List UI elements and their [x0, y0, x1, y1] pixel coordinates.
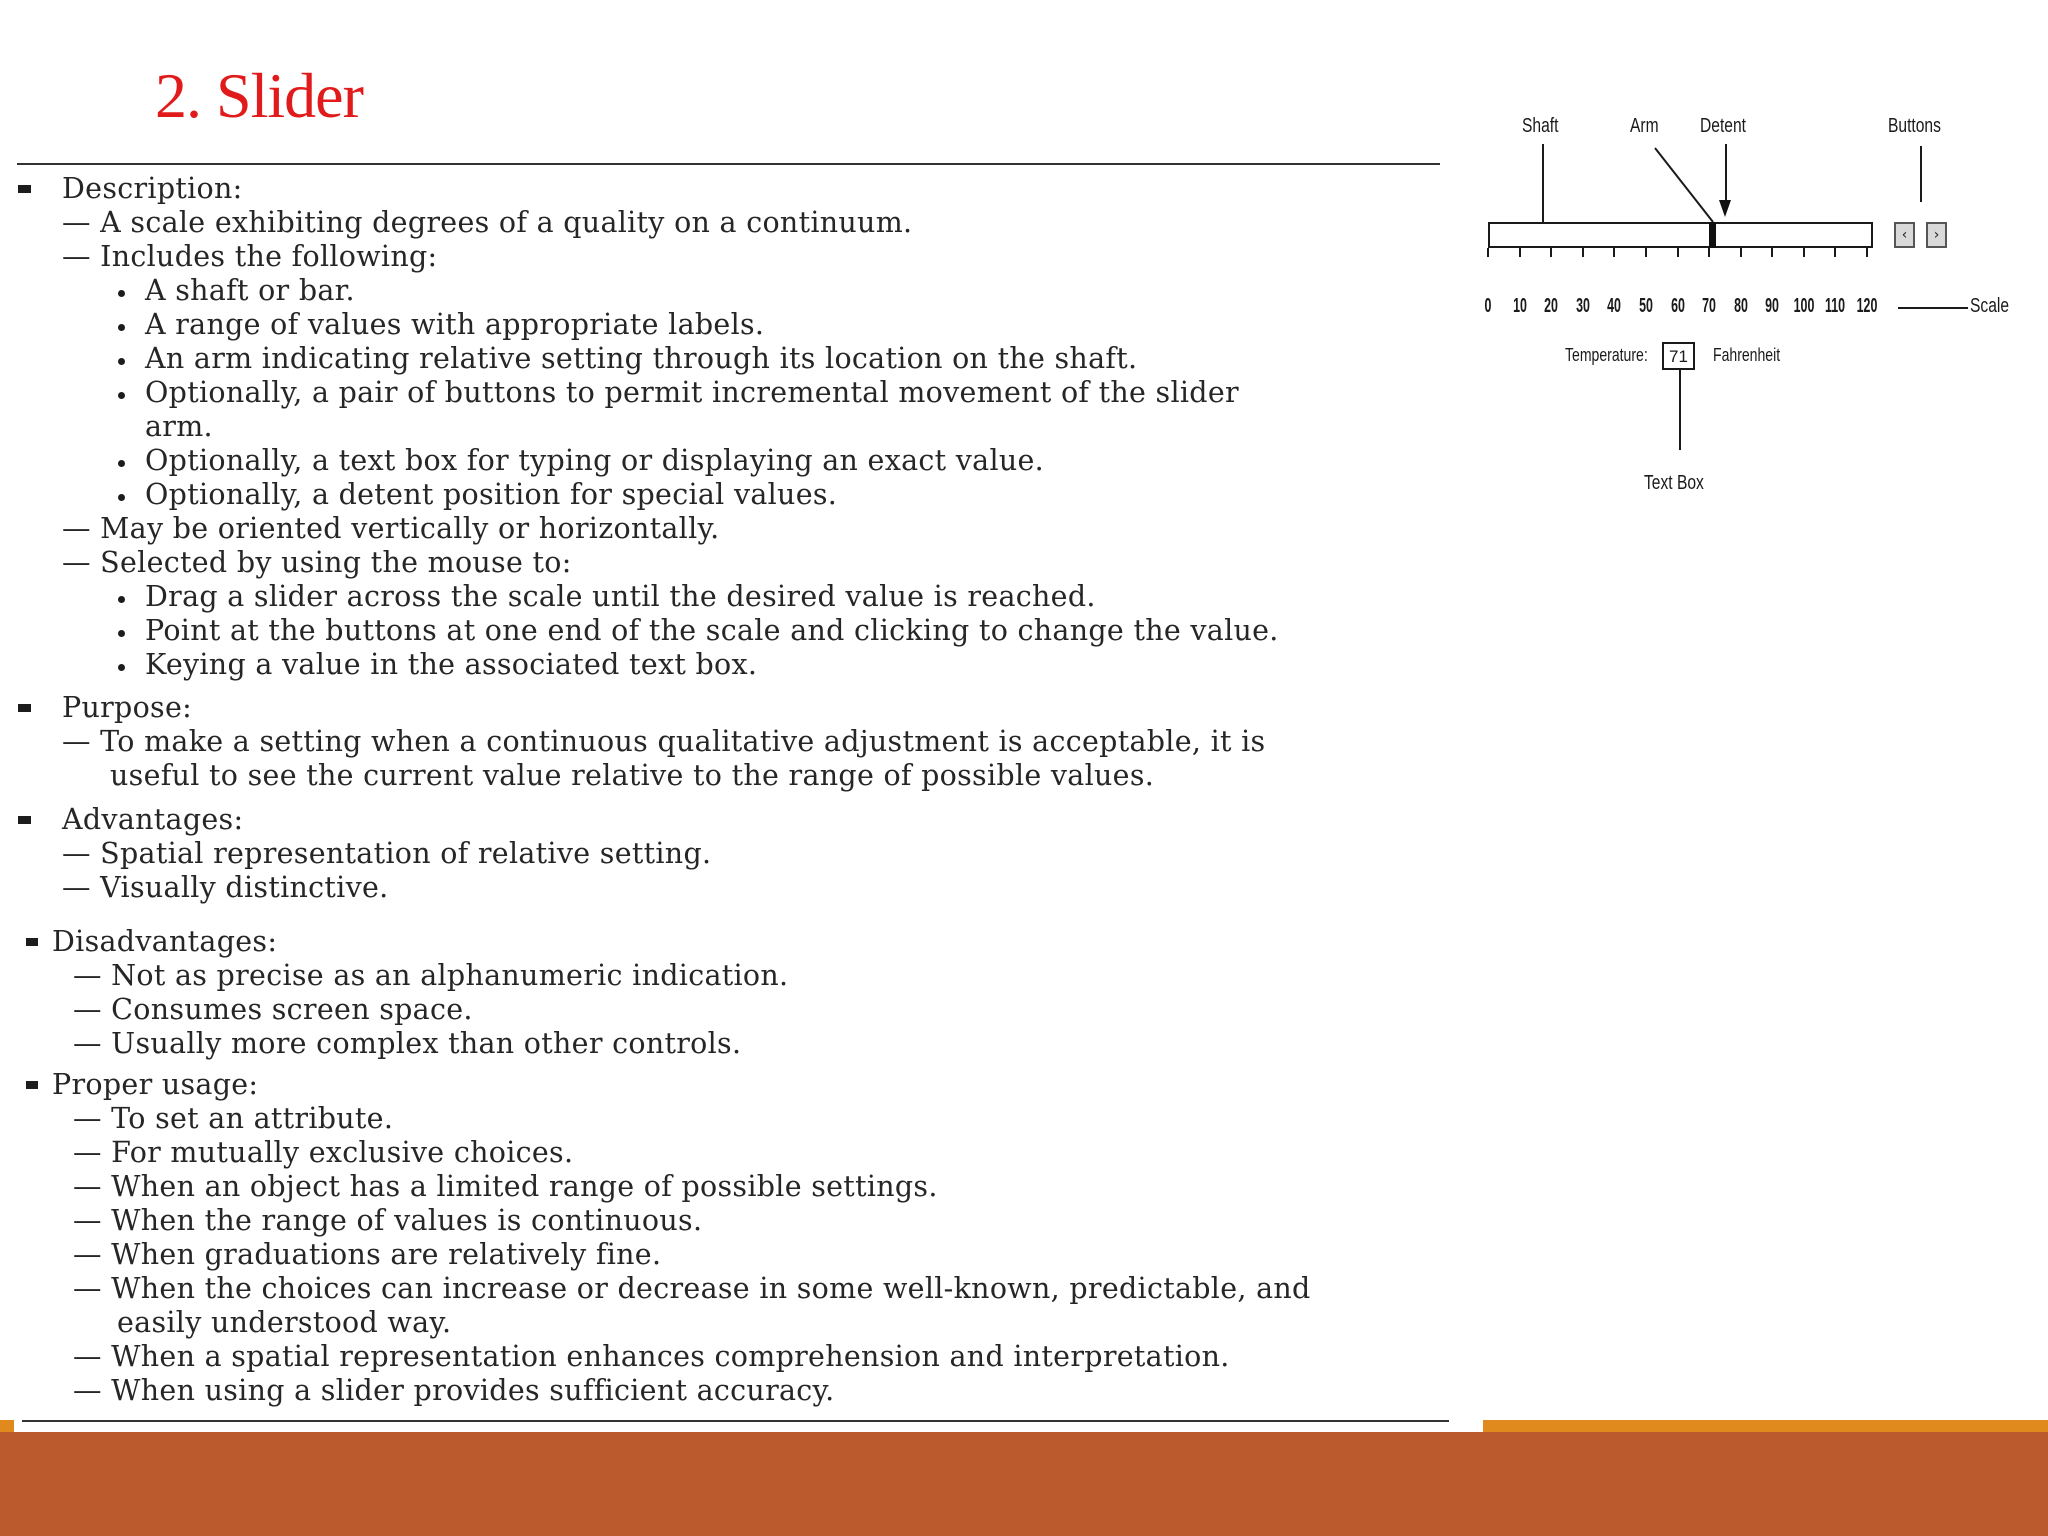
square-bullet-icon — [18, 704, 31, 712]
slider-diagram — [1470, 110, 2030, 510]
round-bullet-icon — [118, 358, 125, 365]
diagram-label-text-box: Text Box — [1644, 472, 1704, 494]
scale-tick-label: 40 — [1607, 295, 1622, 317]
scale-tick-mark — [1550, 248, 1552, 257]
scale-tick-mark — [1866, 248, 1868, 257]
description-selected: — Selected by using the mouse to: — [62, 546, 572, 579]
scale-tick-mark — [1834, 248, 1836, 257]
scale-tick-label: 90 — [1765, 295, 1780, 317]
scale-tick-label: 120 — [1856, 295, 1878, 317]
scale-tick-label: 60 — [1670, 295, 1685, 317]
scale-tick-mark — [1677, 248, 1679, 257]
list-item: Optionally, a text box for typing or displaying an exact value. — [145, 444, 1045, 477]
scale-tick-label: 70 — [1702, 295, 1716, 317]
list-item: An arm indicating relative setting through its location on the shaft. — [145, 342, 1138, 375]
list-item: — To set an attribute. — [73, 1102, 394, 1135]
diagram-label-detent: Detent — [1700, 115, 1746, 137]
square-bullet-icon — [18, 185, 31, 193]
list-item-continuation: arm. — [145, 410, 213, 443]
scale-tick-label: 0 — [1484, 295, 1492, 317]
round-bullet-icon — [118, 664, 125, 671]
list-item: — For mutually exclusive choices. — [73, 1136, 574, 1169]
list-item: Keying a value in the associated text box. — [145, 648, 758, 681]
diagram-label-arm: Arm — [1630, 115, 1659, 137]
list-item-continuation: easily understood way. — [117, 1306, 452, 1339]
scale-tick-mark — [1740, 248, 1742, 257]
diagram-label-shaft: Shaft — [1522, 115, 1559, 137]
arm-leader-line — [1655, 148, 1713, 222]
slider-arm[interactable] — [1709, 222, 1716, 248]
temperature-text-box[interactable] — [1662, 342, 1695, 370]
list-item: — Consumes screen space. — [73, 993, 473, 1026]
purpose-line-continuation: useful to see the current value relative to the range of possible values. — [110, 759, 1155, 792]
scale-tick-mark — [1582, 248, 1584, 257]
temperature-units-label: Fahrenheit — [1713, 345, 1781, 365]
diagram-label-scale: Scale — [1970, 295, 2010, 317]
scale-tick-label: 80 — [1733, 295, 1748, 317]
scale-tick-label: 20 — [1544, 295, 1559, 317]
square-bullet-icon — [26, 938, 38, 946]
footer-band — [0, 1432, 2048, 1536]
scale-tick-mark — [1613, 248, 1615, 257]
temperature-value: 71 — [1669, 347, 1688, 366]
scale-tick-mark — [1519, 248, 1521, 257]
list-item: — When graduations are relatively fine. — [73, 1238, 662, 1271]
slider-increment-button[interactable]: › — [1926, 222, 1947, 248]
scale-tick-label: 110 — [1825, 295, 1846, 317]
list-item: — Spatial representation of relative setting. — [62, 837, 712, 870]
round-bullet-icon — [118, 596, 125, 603]
scale-tick-label: 50 — [1639, 295, 1653, 317]
scale-tick-mark — [1645, 248, 1647, 257]
round-bullet-icon — [118, 460, 125, 467]
scale-tick-mark — [1487, 248, 1489, 257]
round-bullet-icon — [118, 494, 125, 501]
detent-arrow-icon — [1719, 200, 1731, 217]
list-item: — Usually more complex than other controls. — [73, 1027, 742, 1060]
scale-tick-mark — [1803, 248, 1805, 257]
square-bullet-icon — [26, 1081, 38, 1089]
list-item: Optionally, a pair of buttons to permit incremental movement of the slider — [145, 376, 1239, 409]
scale-leader-line — [1898, 307, 1968, 309]
slider-decrement-button[interactable]: ‹ — [1894, 222, 1915, 248]
round-bullet-icon — [118, 290, 125, 297]
purpose-line: — To make a setting when a continuous qualitative adjustment is acceptable, it is — [62, 725, 1266, 758]
list-item: Drag a slider across the scale until the desired value is reached. — [145, 580, 1096, 613]
footer-accent-strip — [1483, 1420, 2048, 1432]
list-item: Point at the buttons at one end of the scale and clicking to change the value. — [145, 614, 1279, 647]
section-heading-disadvantages: Disadvantages: — [52, 925, 278, 958]
section-heading-advantages: Advantages: — [62, 803, 244, 836]
list-item: — Visually distinctive. — [62, 871, 389, 904]
round-bullet-icon — [118, 324, 125, 331]
diagram-label-buttons: Buttons — [1888, 115, 1941, 137]
scale-tick-mark — [1708, 248, 1710, 257]
text-box-leader-line — [1679, 370, 1681, 450]
footer-accent-strip — [0, 1420, 14, 1432]
list-item: A range of values with appropriate labels. — [145, 308, 765, 341]
round-bullet-icon — [118, 392, 125, 399]
scale-tick-label: 10 — [1512, 295, 1527, 317]
round-bullet-icon — [118, 630, 125, 637]
slider-shaft[interactable] — [1488, 222, 1873, 248]
description-intro: — A scale exhibiting degrees of a quality on a continuum. — [62, 206, 913, 239]
description-includes: — Includes the following: — [62, 240, 438, 273]
scale-tick-label: 30 — [1575, 295, 1590, 317]
section-heading-usage: Proper usage: — [52, 1068, 259, 1101]
section-heading-description: Description: — [62, 172, 243, 205]
square-bullet-icon — [18, 816, 31, 824]
bottom-rule — [22, 1420, 1449, 1422]
scale-tick-label: 100 — [1793, 295, 1815, 317]
list-item: — When an object has a limited range of possible settings. — [73, 1170, 938, 1203]
description-oriented: — May be oriented vertically or horizontally. — [62, 512, 720, 545]
scale-tick-mark — [1771, 248, 1773, 257]
list-item: — When using a slider provides sufficient accuracy. — [73, 1374, 835, 1407]
temperature-label: Temperature: — [1565, 345, 1648, 365]
list-item: A shaft or bar. — [145, 274, 355, 307]
list-item: — When the choices can increase or decrease in some well-known, predictable, and — [73, 1272, 1311, 1305]
section-heading-purpose: Purpose: — [62, 691, 193, 724]
slide-title: 2. Slider — [155, 60, 363, 131]
list-item: — When a spatial representation enhances comprehension and interpretation. — [73, 1340, 1230, 1373]
list-item: Optionally, a detent position for special values. — [145, 478, 838, 511]
list-item: — Not as precise as an alphanumeric indication. — [73, 959, 789, 992]
list-item: — When the range of values is continuous. — [73, 1204, 703, 1237]
